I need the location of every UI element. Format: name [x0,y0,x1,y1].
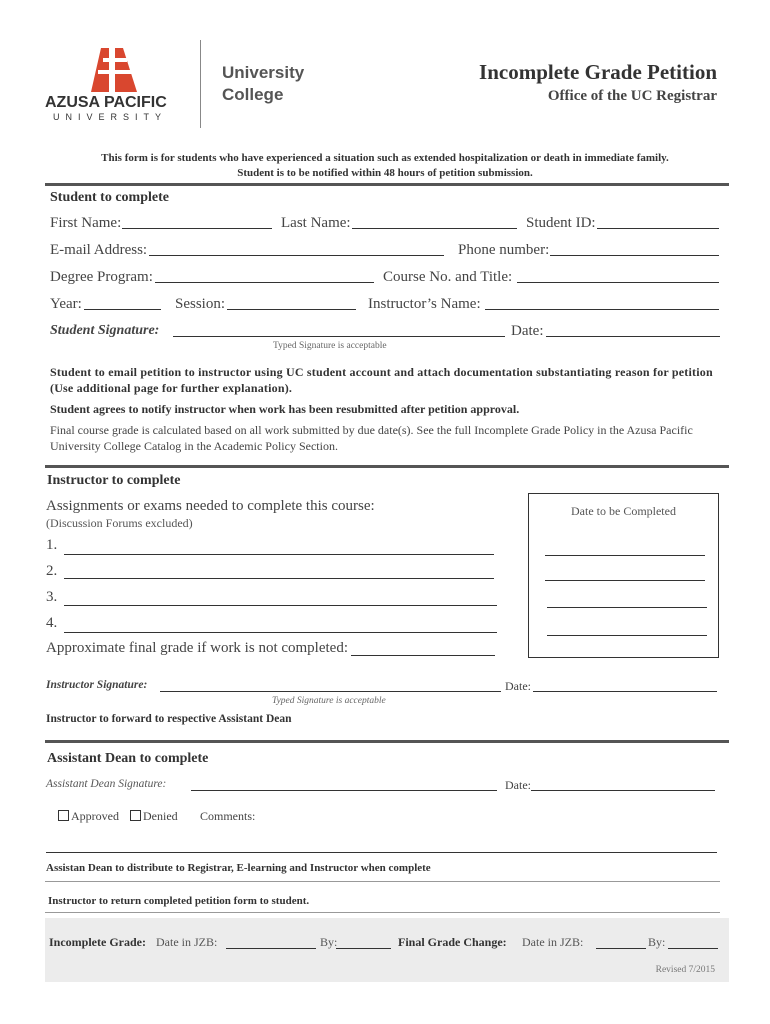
student-id-label: Student ID: [526,215,596,231]
completion-date-field-3[interactable] [547,607,707,608]
dean-signature-label: Assistant Dean Signature: [46,778,167,790]
final-grade-policy: Final course grade is calculated based on all work submitted by due date(s). See the full Incomplete Grade Policy in the Azusa Pacific University College Catalog in the Academic Policy Section. [50,423,693,453]
apu-logo [45,44,185,124]
denied-checkbox[interactable] [130,810,178,822]
final-grade-change-label: Final Grade Change: [398,935,507,949]
date-to-be-completed-box [528,493,719,658]
logo-subtitle: UNIVERSITY [53,112,168,122]
student-notify-instructions: Student agrees to notify instructor when work has been resubmitted after petition approval. [50,402,520,416]
student-email-instructions: Student to email petition to instructor using UC student account and attach documentation substantiating reason for petition (Use additional page for further explanation). [50,365,713,395]
approved-checkbox[interactable] [58,810,119,822]
student-signature-field[interactable] [173,336,505,337]
revision-date: Revised 7/2015 [655,965,715,975]
last-name-label: Last Name: [281,215,351,231]
student-signature-label: Student Signature: [50,323,160,338]
incomplete-date-in-jzb-field[interactable] [226,948,316,949]
instructor-date-label: Date: [505,679,531,693]
student-date-field[interactable] [546,336,720,337]
instructor-signature-field[interactable] [160,691,501,692]
completion-date-field-1[interactable] [545,555,705,556]
registrar-footer-box [45,918,729,982]
assignment-number-1: 1. [46,537,58,553]
section-rule-dean [45,740,729,743]
assignment-number-3: 3. [46,589,58,605]
assignments-label: Assignments or exams needed to complete this course: [46,498,375,514]
page-title: Incomplete Grade Petition [479,60,717,84]
degree-program-label: Degree Program: [50,269,153,285]
student-section-heading: Student to complete [50,190,169,205]
last-name-field[interactable] [352,228,517,229]
dean-signature-field[interactable] [191,790,497,791]
final-date-in-jzb-label: Date in JZB: [522,935,584,949]
date-box-title: Date to be Completed [571,504,676,518]
incomplete-grade-label: Incomplete Grade: [49,935,146,949]
assignment-number-4: 4. [46,615,58,631]
dean-date-field[interactable] [531,790,715,791]
email-label: E-mail Address: [50,242,148,258]
assignment-field-1[interactable] [64,554,494,555]
instructor-section-heading: Instructor to complete [47,473,181,488]
student-id-field[interactable] [597,228,719,229]
instructor-date-field[interactable] [533,691,717,692]
assignment-field-4[interactable] [64,632,497,633]
logo-name: AZUSA PACIFIC [45,94,167,111]
approx-final-grade-field[interactable] [351,655,495,656]
apu-logo-icon [45,44,185,96]
comments-field[interactable] [46,852,717,853]
instructor-return-note: Instructor to return completed petition form to student. [48,895,310,907]
first-name-field[interactable] [122,228,272,229]
college-line2: College [222,85,284,104]
assignment-number-2: 2. [46,563,58,579]
completion-date-field-4[interactable] [547,635,707,636]
dean-distribute-note: Assistan Dean to distribute to Registrar, E-learning and Instructor when complete [46,862,431,874]
comments-label: Comments: [200,809,256,823]
section-rule-student [45,183,729,186]
final-by-field[interactable] [668,948,718,949]
instructor-name-label: Instructor’s Name: [368,296,481,312]
denied-label: Denied [143,809,178,823]
completion-date-field-2[interactable] [545,580,705,581]
dean-section-heading: Assistant Dean to complete [47,751,209,766]
intro-line1: This form is for students who have experienced a situation such as extended hospitalization or death in immediate family. [101,152,669,164]
student-typed-note: Typed Signature is acceptable [273,341,387,351]
header-divider [200,40,201,128]
email-field[interactable] [149,255,444,256]
college-line1: University [222,63,305,82]
intro-line2: Student is to be notified within 48 hours of petition submission. [237,167,533,179]
incomplete-by-label: By: [320,935,338,949]
page-subtitle: Office of the UC Registrar [547,88,717,104]
instructor-forward-note: Instructor to forward to respective Assistant Dean [46,713,292,725]
final-date-in-jzb-field[interactable] [596,948,646,949]
session-label: Session: [175,296,226,312]
distribute-rule [45,881,720,882]
phone-label: Phone number: [458,242,550,258]
phone-field[interactable] [550,255,719,256]
assignment-field-2[interactable] [64,578,494,579]
course-field[interactable] [517,282,719,283]
dean-date-label: Date: [505,778,531,792]
year-label: Year: [50,296,82,312]
instructor-signature-label: Instructor Signature: [46,679,148,691]
approved-label: Approved [71,809,119,823]
session-field[interactable] [227,309,356,310]
student-date-label: Date: [511,323,544,339]
final-by-label: By: [648,935,666,949]
incomplete-date-in-jzb-label: Date in JZB: [156,935,218,949]
first-name-label: First Name: [50,215,122,231]
return-rule [45,912,720,913]
denied-checkbox-box[interactable] [130,810,141,821]
instructor-typed-note: Typed Signature is acceptable [272,696,386,706]
year-field[interactable] [84,309,161,310]
incomplete-by-field[interactable] [336,948,391,949]
approved-checkbox-box[interactable] [58,810,69,821]
discussion-excluded-note: (Discussion Forums excluded) [46,516,193,530]
assignment-field-3[interactable] [64,605,497,606]
instructor-name-field[interactable] [485,309,719,310]
section-rule-instructor [45,465,729,468]
course-label: Course No. and Title: [383,269,513,285]
degree-program-field[interactable] [155,282,374,283]
approx-final-grade-label: Approximate final grade if work is not completed: [46,640,348,656]
